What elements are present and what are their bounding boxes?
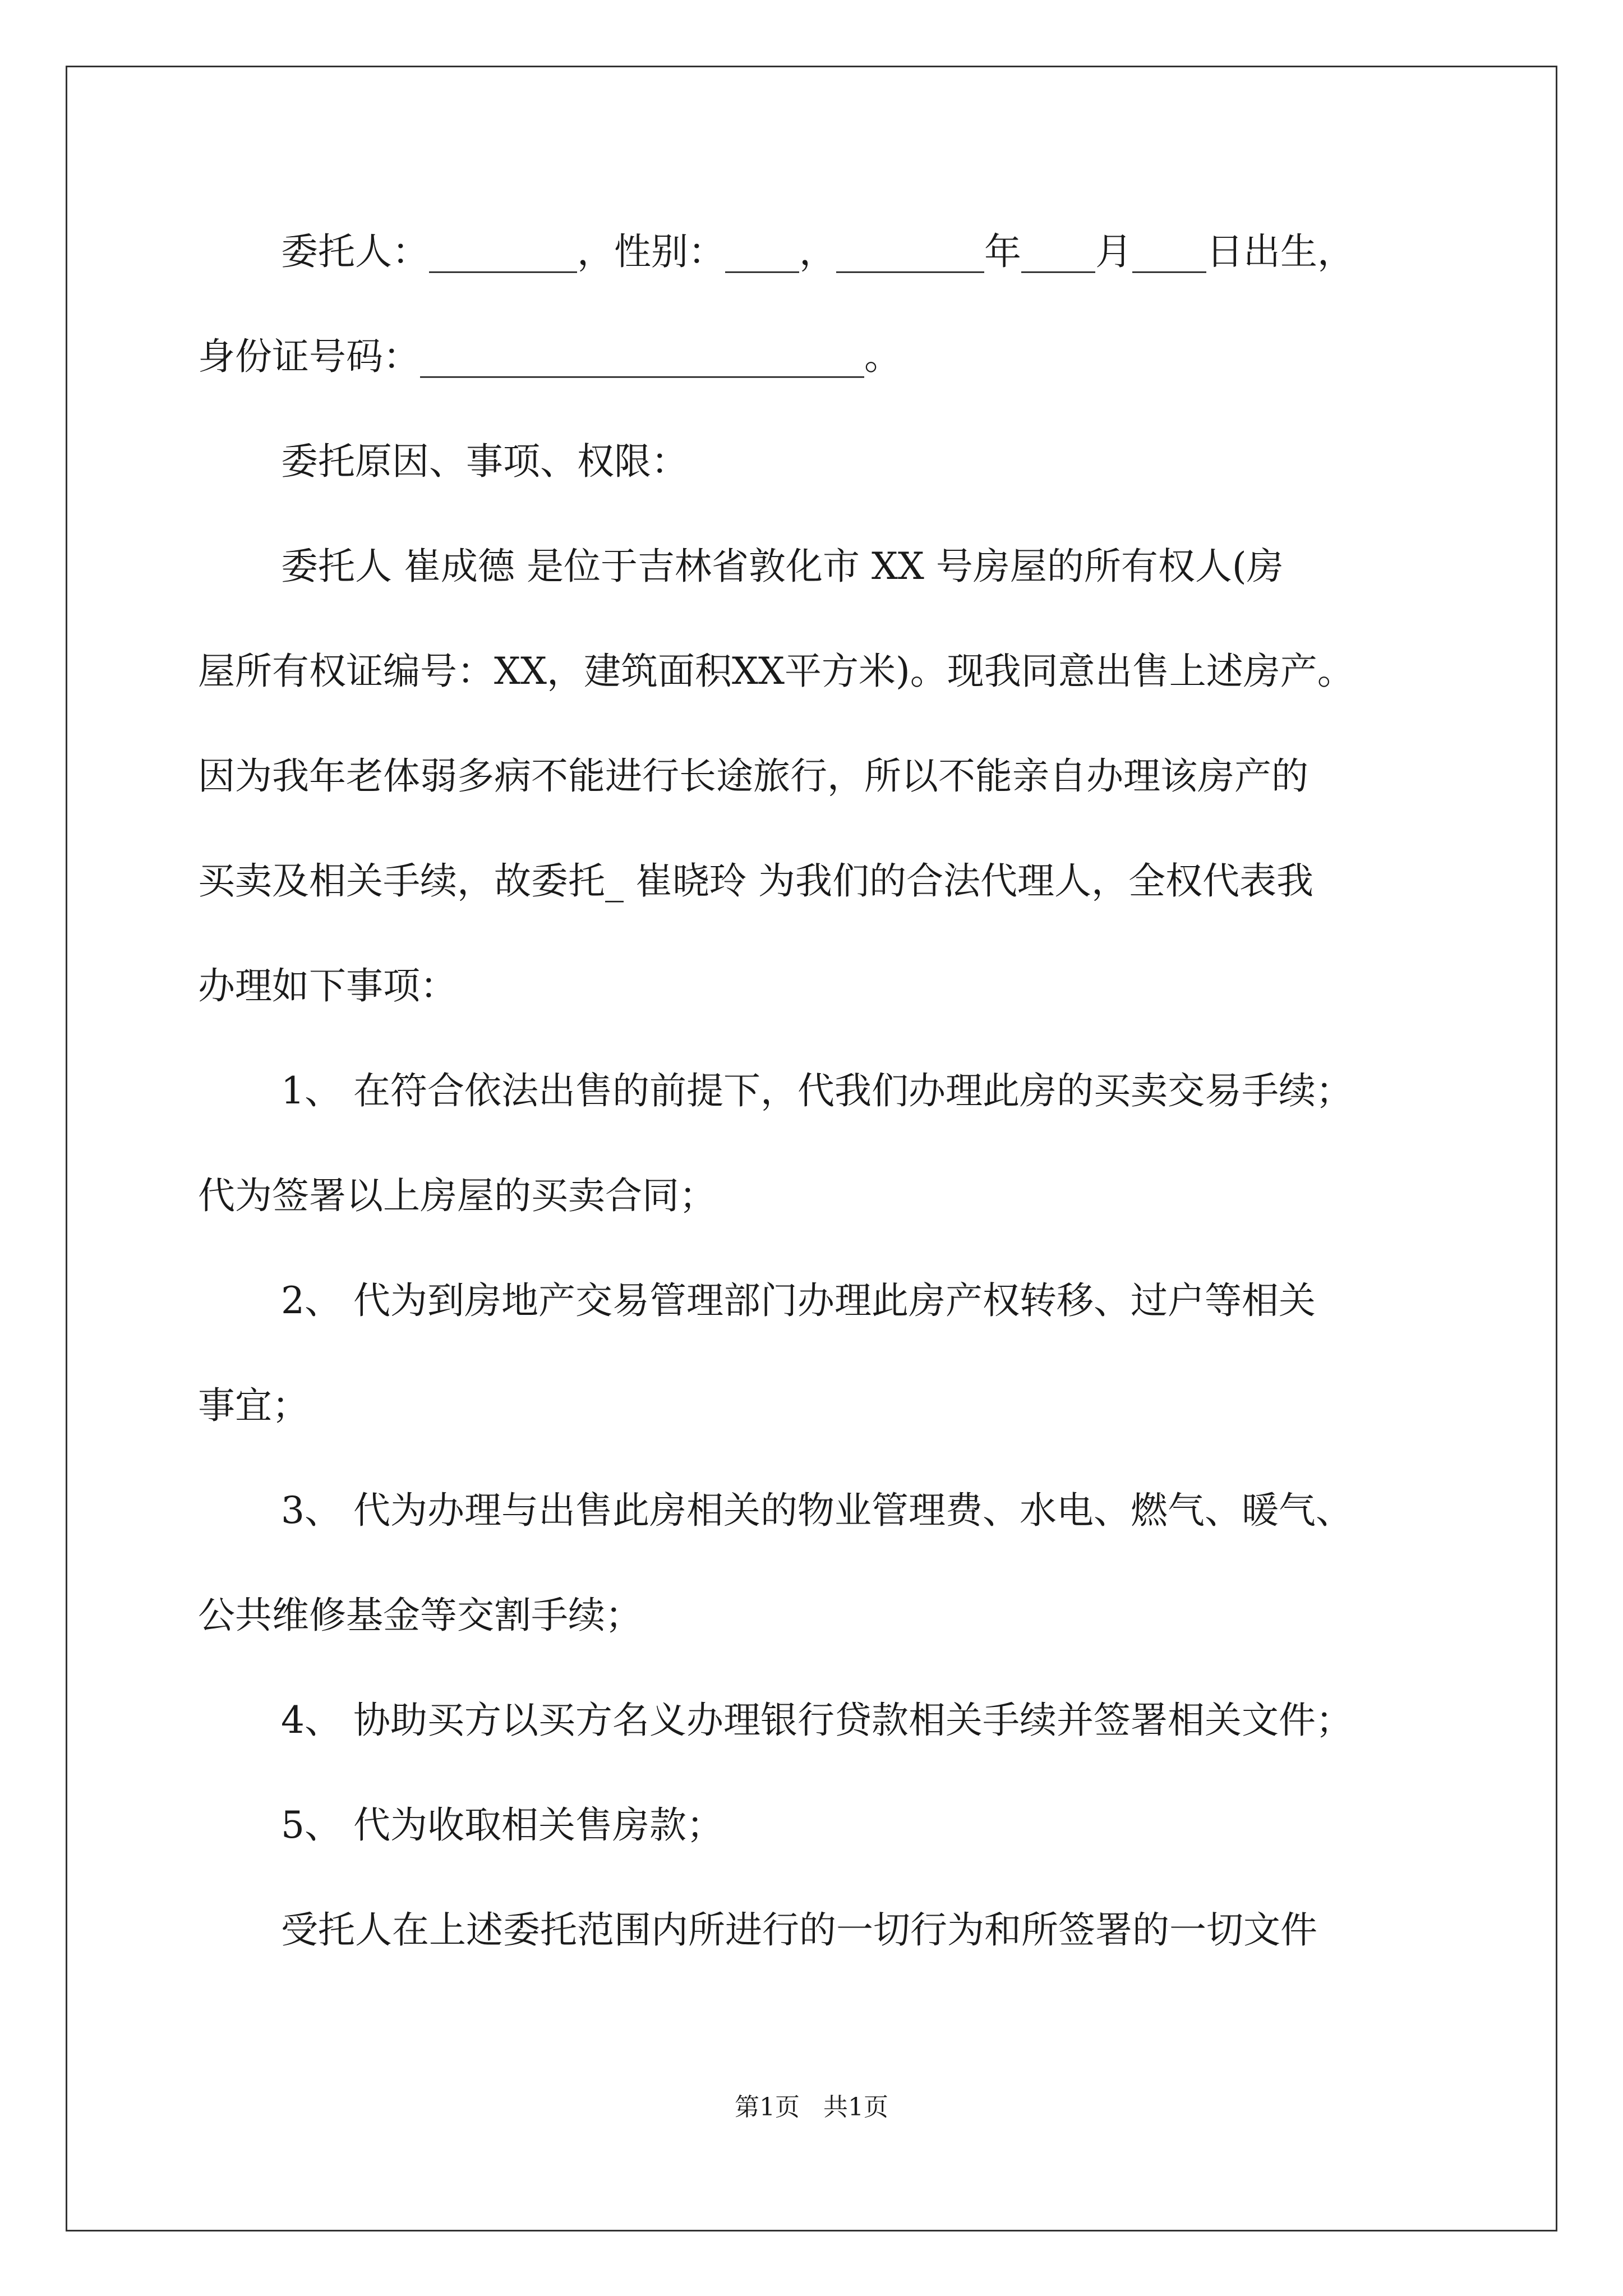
paragraph-line: 因为我年老体弱多病不能进行长途旅行，所以不能亲自办理该房产的	[198, 754, 1308, 798]
page-border	[66, 66, 1557, 2231]
list-item: 2、 代为到房地产交易管理部门办理此房产权转移、过户等相关	[281, 1279, 1316, 1322]
list-item-continuation: 代为签署以上房屋的买卖合同；	[198, 1174, 716, 1217]
paragraph-line: 受托人在上述委托范围内所进行的一切行为和所签署的一切文件	[281, 1908, 1317, 1952]
paragraph-line: 办理如下事项：	[198, 964, 457, 1007]
paragraph-line: 委托人 崔成德 是位于吉林省敦化市 XX 号房屋的所有权人(房	[281, 545, 1284, 588]
id-number-line: 身份证号码：________________________。	[198, 335, 901, 378]
list-item: 5、 代为收取相关售房款；	[281, 1803, 723, 1847]
list-item: 4、 协助买方以买方名义办理银行贷款相关手续并签署相关文件；	[281, 1699, 1353, 1742]
principal-info-line: 委托人：________，性别：____，________年____月____日出生，	[281, 230, 1354, 273]
paragraph-line: 买卖及相关手续，故委托_ 崔晓玲 为我们的合法代理人，全权代表我	[198, 859, 1313, 903]
list-item-continuation: 事宜；	[198, 1384, 309, 1427]
page-number-footer: 第1页 共1页	[735, 2093, 888, 2122]
list-item: 1、 在符合依法出售的前提下，代我们办理此房的买卖交易手续；	[281, 1069, 1353, 1112]
section-heading: 委托原因、事项、权限：	[281, 440, 688, 483]
paragraph-line: 屋所有权证编号：XX，建筑面积XX平方米)。现我同意出售上述房产。	[198, 650, 1354, 693]
list-item: 3、 代为办理与出售此房相关的物业管理费、水电、燃气、暖气、	[281, 1489, 1353, 1532]
list-item-continuation: 公共维修基金等交割手续；	[198, 1594, 642, 1637]
